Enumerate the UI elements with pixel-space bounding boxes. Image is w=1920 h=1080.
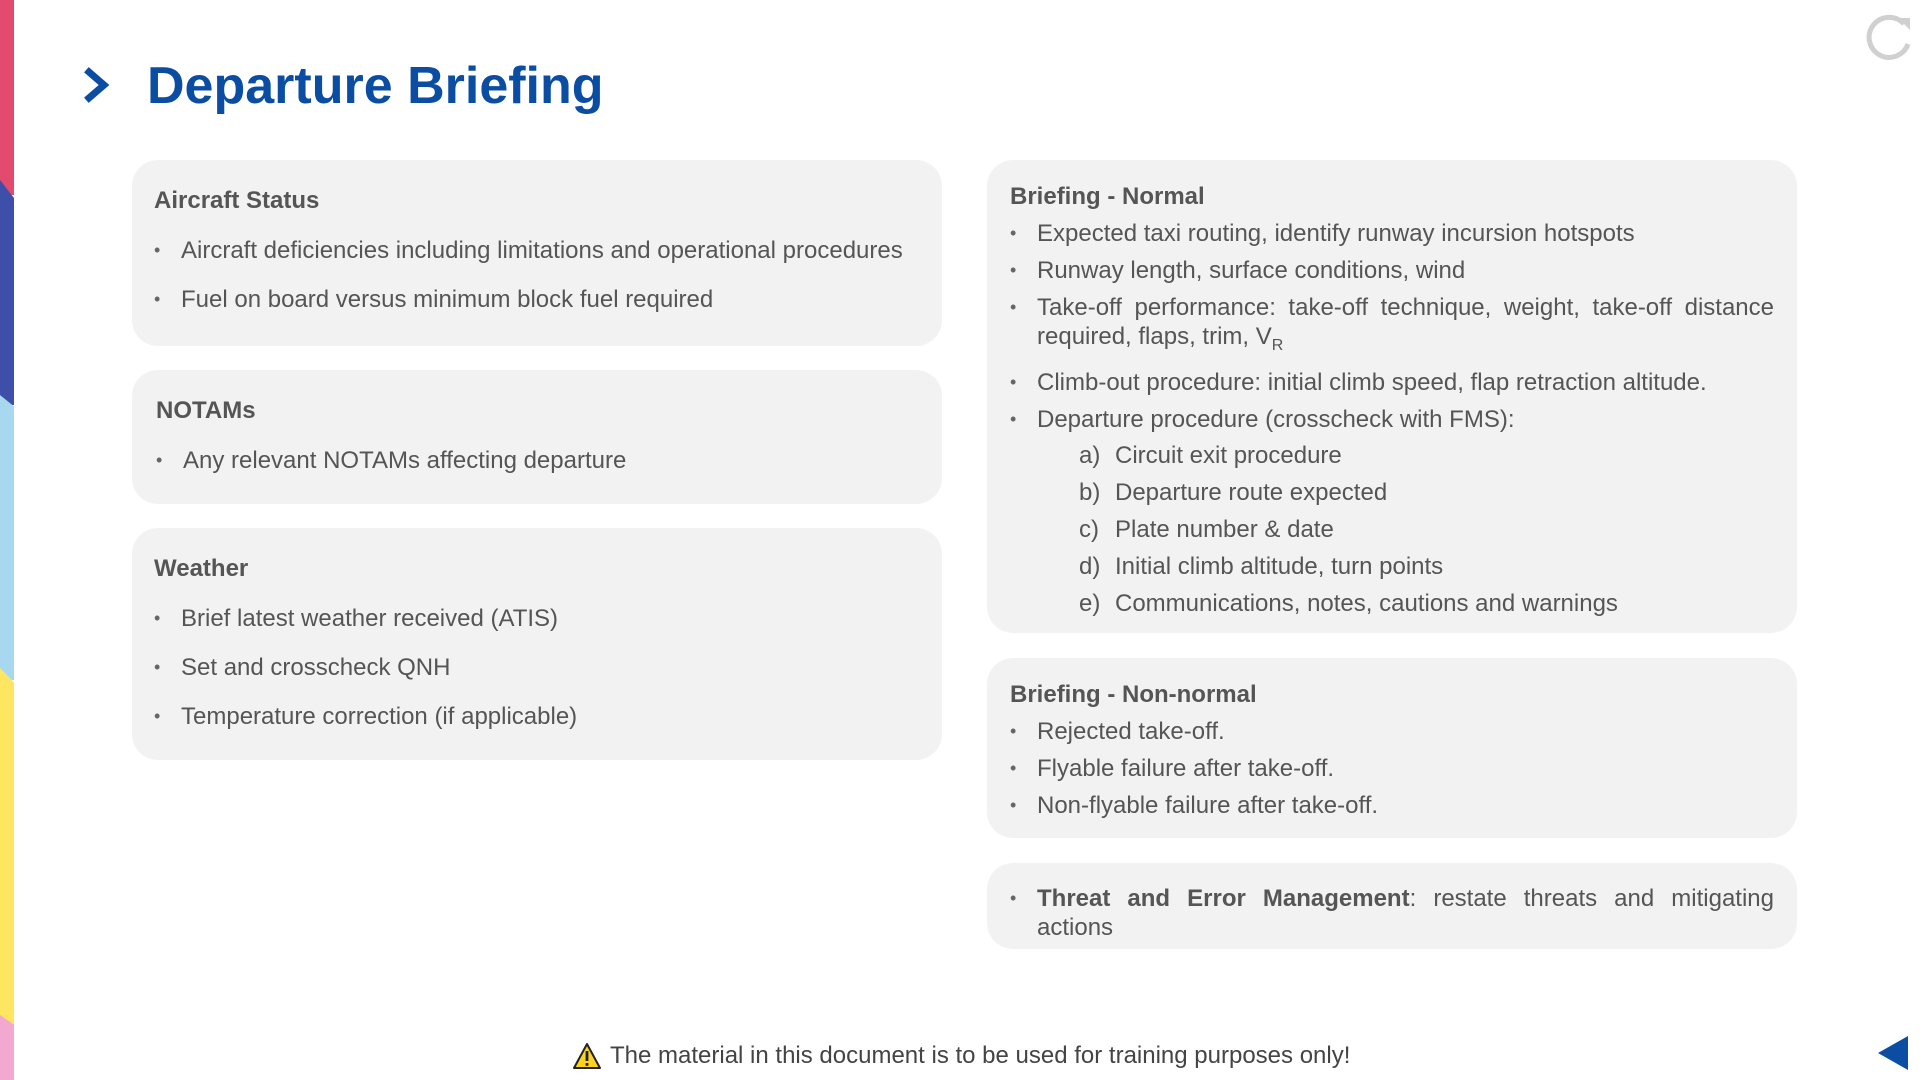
sub-list-marker: e) <box>1079 590 1101 617</box>
aircraft-status-card <box>132 160 942 346</box>
footer-text: The material in this document is to be used for training purposes only! <box>610 1042 1351 1069</box>
tem-list <box>1010 884 1774 942</box>
sub-list-text: Communications, notes, cautions and warnings <box>1115 590 1618 617</box>
list-item <box>1010 884 1774 942</box>
list-item: • Runway length, surface conditions, wind <box>1010 256 1774 285</box>
refresh-icon[interactable] <box>1864 12 1916 64</box>
list-item: • Climb-out procedure: initial climb speed, flap retraction altitude. <box>1010 368 1774 397</box>
aircraft-status-list <box>154 236 920 314</box>
aircraft-status-heading: Aircraft Status <box>154 187 320 214</box>
tem-bold-label: Threat and Error Management <box>1037 885 1410 912</box>
briefing-normal-card <box>987 160 1797 633</box>
sub-list-text: Initial climb altitude, turn points <box>1115 553 1444 580</box>
weather-heading: Weather <box>154 555 249 582</box>
decor-stripe-yellow <box>0 668 14 1028</box>
sub-list-item <box>1079 478 1774 507</box>
warning-icon <box>572 1042 602 1070</box>
briefing-nonnormal-heading: Briefing - Non-normal <box>1010 681 1257 708</box>
list-item: • Set and crosscheck QNH <box>154 653 920 682</box>
tem-text: : restate threats and mitigating actions <box>1037 885 1775 941</box>
list-item: • Temperature correction (if applicable) <box>154 702 920 731</box>
footer-disclaimer <box>572 1040 1350 1072</box>
sub-list-text: Circuit exit procedure <box>1115 442 1342 469</box>
weather-list <box>154 604 920 731</box>
sub-list-text: Plate number & date <box>1115 516 1334 543</box>
vr-subscript: R <box>1271 337 1284 354</box>
briefing-nonnormal-card <box>987 658 1797 838</box>
back-arrow-icon[interactable] <box>1876 1034 1910 1072</box>
list-item: • Rejected take-off. <box>1010 717 1774 746</box>
sub-list-item <box>1079 589 1774 618</box>
briefing-normal-heading: Briefing - Normal <box>1010 183 1205 210</box>
list-item: • Aircraft deficiencies including limitations and operational procedures <box>154 236 920 265</box>
list-item: • Brief latest weather received (ATIS) <box>154 604 920 633</box>
list-item: • Departure procedure (crosscheck with FMS): <box>1010 405 1774 434</box>
sub-list-marker: a) <box>1079 442 1101 469</box>
sub-list-item <box>1079 441 1774 470</box>
sub-list-item <box>1079 552 1774 581</box>
notams-card <box>132 370 942 504</box>
decor-stripe-pink <box>0 0 14 195</box>
decor-stripe-indigo <box>0 180 14 405</box>
list-item <box>1010 293 1774 360</box>
list-item: • Expected taxi routing, identify runway incursion hotspots <box>1010 219 1774 248</box>
notams-heading: NOTAMs <box>156 397 256 424</box>
sub-list-text: Departure route expected <box>1115 479 1388 506</box>
sub-list-item <box>1079 515 1774 544</box>
briefing-nonnormal-list <box>1010 717 1774 820</box>
list-item: • Fuel on board versus minimum block fuel required <box>154 285 920 314</box>
weather-card <box>132 528 942 760</box>
takeoff-performance-text: Take-off performance: take-off technique, weight, take-off distance required, flaps, trim, V <box>1037 294 1774 350</box>
decor-stripe-lightpink <box>0 1015 14 1080</box>
sub-list-marker: c) <box>1079 516 1099 543</box>
list-item: • Any relevant NOTAMs affecting departure <box>156 446 920 475</box>
chevron-right-icon <box>84 58 114 112</box>
tem-card <box>987 863 1797 949</box>
briefing-normal-list <box>1010 219 1774 434</box>
decor-stripe-lightblue <box>0 395 14 680</box>
sub-list-marker: b) <box>1079 479 1101 506</box>
list-item: • Flyable failure after take-off. <box>1010 754 1774 783</box>
sub-list-marker: d) <box>1079 553 1101 580</box>
notams-list <box>156 446 920 475</box>
departure-subitems-list <box>1010 441 1774 618</box>
list-item: • Non-flyable failure after take-off. <box>1010 791 1774 820</box>
page-title: Departure Briefing <box>147 57 604 115</box>
